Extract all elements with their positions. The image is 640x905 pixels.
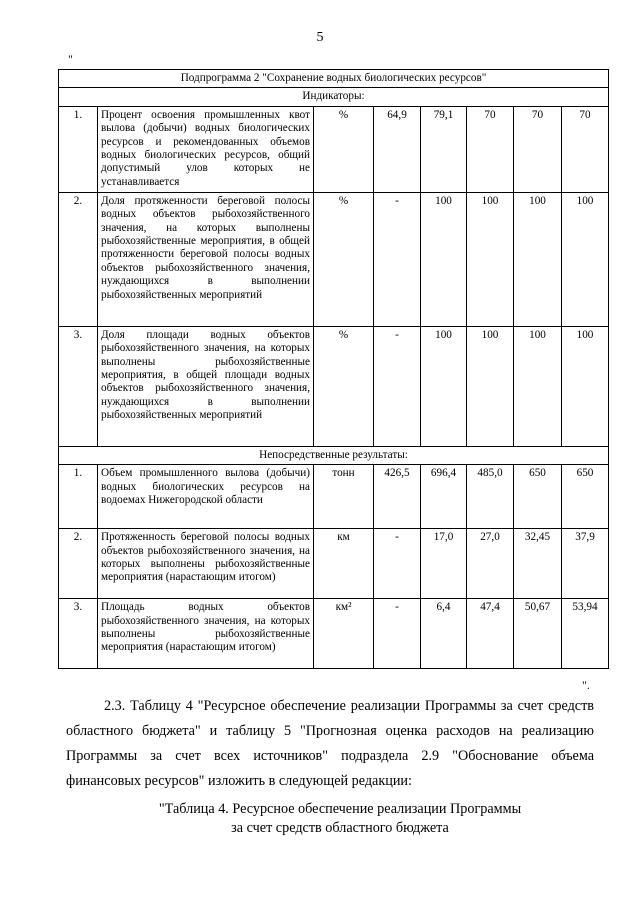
row-value: 53,94: [562, 599, 609, 669]
indicators-header-row: [59, 88, 609, 106]
row-value: 485,0: [467, 465, 514, 529]
row-name: Процент освоения промышленных квот вылова (добычи) водных биологических ресурсов и рекомендованных объемов водных биологических ресурсов, общий допустимый улов которых не устанавливается: [98, 106, 314, 192]
row-value: 100: [514, 192, 562, 326]
row-value: 100: [514, 326, 562, 446]
row-unit: %: [314, 326, 374, 446]
row-value: -: [374, 192, 421, 326]
row-value: 100: [421, 192, 467, 326]
row-value: 100: [421, 326, 467, 446]
table-row: [59, 599, 609, 669]
row-unit: км²: [314, 599, 374, 669]
results-header-row: [59, 446, 609, 464]
table-row: [59, 326, 609, 446]
row-value: -: [374, 326, 421, 446]
row-number: 1.: [59, 465, 98, 529]
row-value: 6,4: [421, 599, 467, 669]
row-value: 47,4: [467, 599, 514, 669]
row-value: 17,0: [421, 529, 467, 599]
row-number: 2.: [59, 529, 98, 599]
row-value: 50,67: [514, 599, 562, 669]
row-value: 32,45: [514, 529, 562, 599]
row-unit: км: [314, 529, 374, 599]
row-value: 70: [562, 106, 609, 192]
row-value: 27,0: [467, 529, 514, 599]
table-row: [59, 465, 609, 529]
row-value: 70: [467, 106, 514, 192]
row-value: 100: [562, 192, 609, 326]
row-name: Протяженность береговой полосы водных объектов рыбохозяйственного значения, на которых выполнены рыбохозяйственные мероприятия (нарастающим итогом): [98, 529, 314, 599]
row-unit: тонн: [314, 465, 374, 529]
row-value: 426,5: [374, 465, 421, 529]
amendment-paragraph: 2.3. Таблицу 4 "Ресурсное обеспечение реализации Программы за счет средств областного бюджета" и таблицу 5 "Прогнозная оценка расходов на реализацию Программы за счет всех источников" подраздела 2.9 "Обоснование объема финансовых ресурсов" изложить в следующей редакции:: [66, 698, 594, 789]
row-number: 3.: [59, 599, 98, 669]
row-value: 100: [467, 192, 514, 326]
row-name: Объем промышленного вылова (добычи) водных биологических ресурсов на водоемах Нижегородской области: [98, 465, 314, 529]
subprogram-title: Подпрограмма 2 "Сохранение водных биологических ресурсов": [59, 70, 609, 88]
subprogram-title-row: [59, 70, 609, 88]
opening-quote-mark: ": [68, 52, 73, 66]
row-value: 100: [562, 326, 609, 446]
row-number: 2.: [59, 192, 98, 326]
table-row: [59, 529, 609, 599]
row-name: Площадь водных объектов рыбохозяйственного значения, на которых выполнены рыбохозяйственные мероприятия (нарастающим итогом): [98, 599, 314, 669]
closing-quote-mark: ".: [582, 678, 590, 692]
indicators-table: [58, 69, 609, 669]
row-unit: %: [314, 106, 374, 192]
table-row: [59, 192, 609, 326]
indicators-header: Индикаторы:: [59, 88, 609, 106]
row-number: 1.: [59, 106, 98, 192]
table4-title: [0, 800, 640, 838]
results-header: Непосредственные результаты:: [59, 446, 609, 464]
table4-title-line2: за счет средств областного бюджета: [231, 820, 449, 836]
row-name: Доля протяженности береговой полосы водных объектов рыбохозяйственного значения, на которых выполнены рыбохозяйственные мероприятия, в общей протяженности береговой полосы водных объектов рыбохозяйственного значения, нуждающихся в выполнении рыбохозяйственных мероприятий: [98, 192, 314, 326]
row-number: 3.: [59, 326, 98, 446]
row-value: 64,9: [374, 106, 421, 192]
row-value: -: [374, 529, 421, 599]
row-value: 100: [467, 326, 514, 446]
page-number: 5: [316, 30, 324, 45]
row-value: 79,1: [421, 106, 467, 192]
row-value: 70: [514, 106, 562, 192]
row-unit: %: [314, 192, 374, 326]
row-name: Доля площади водных объектов рыбохозяйственного значения, на которых выполнены рыбохозяйственные мероприятия, в общей площади водных объектов рыбохозяйственного значения, нуждающихся в выполнении рыбохозяйственных мероприятий: [98, 326, 314, 446]
row-value: 696,4: [421, 465, 467, 529]
row-value: -: [374, 599, 421, 669]
table-row: [59, 106, 609, 192]
row-value: 650: [562, 465, 609, 529]
row-value: 37,9: [562, 529, 609, 599]
row-value: 650: [514, 465, 562, 529]
table4-title-line1: "Таблица 4. Ресурсное обеспечение реализации Программы: [158, 801, 522, 817]
